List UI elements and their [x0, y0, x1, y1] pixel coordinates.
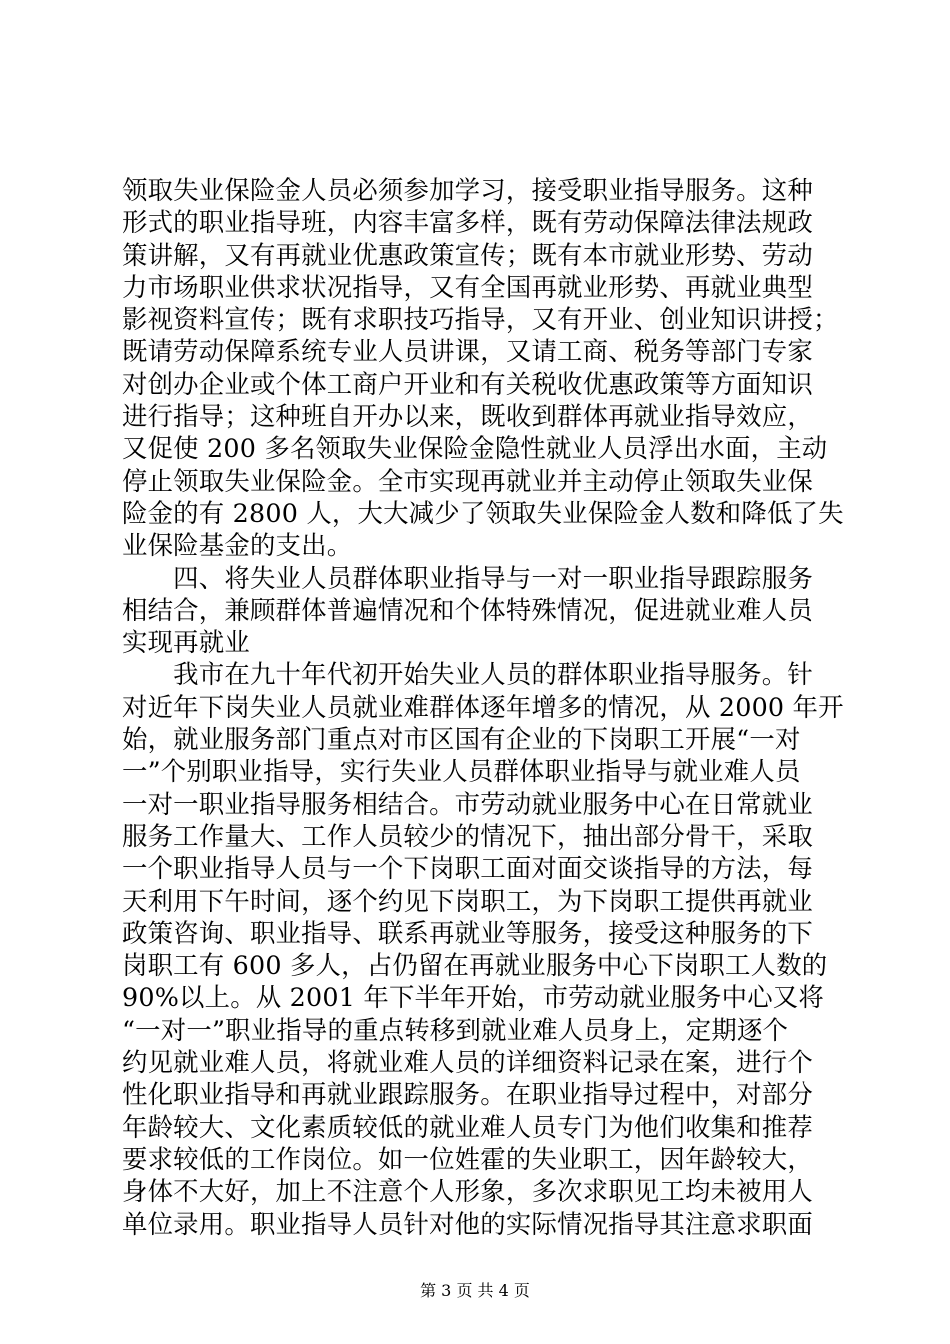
- text-line: 对创办企业或个体工商户开业和有关税收优惠政策等方面知识: [122, 368, 813, 399]
- text-line: 一个职业指导人员与一个下岗职工面对面交谈指导的方法，每: [122, 853, 813, 884]
- text-line: 进行指导；这种班自开办以来，既收到群体再就业指导效应，: [122, 401, 813, 432]
- text-line: 性化职业指导和再就业跟踪服务。在职业指导过程中，对部分: [122, 1079, 813, 1110]
- text-line: 岗职工有 600 多人，占仍留在再就业服务中心下岗职工人数的: [122, 950, 828, 981]
- text-line: 对近年下岗失业人员就业难群体逐年增多的情况，从 2000 年开: [122, 691, 844, 722]
- text-line: 服务工作量大、工作人员较少的情况下，抽出部分骨干，采取: [122, 820, 813, 851]
- text-line: 90%以上。从 2001 年下半年开始，市劳动就业服务中心又将: [122, 982, 824, 1013]
- text-line: 一”个别职业指导，实行失业人员群体职业指导与就业难人员: [122, 756, 801, 787]
- body-text: [122, 174, 844, 1240]
- text-line: 形式的职业指导班，内容丰富多样，既有劳动保障法律法规政: [122, 207, 813, 238]
- text-line: 天利用下午时间，逐个约见下岗职工，为下岗职工提供再就业: [122, 885, 813, 916]
- text-line: 一对一职业指导服务相结合。市劳动就业服务中心在日常就业: [122, 788, 813, 819]
- text-line: 相结合，兼顾群体普遍情况和个体特殊情况，促进就业难人员: [122, 594, 813, 625]
- page-footer: 第 3 页 共 4 页: [420, 1281, 530, 1300]
- text-line: 既请劳动保障系统专业人员讲课，又请工商、税务等部门专家: [122, 336, 813, 367]
- text-line: 实现再就业: [122, 627, 250, 658]
- text-line: 领取失业保险金人员必须参加学习，接受职业指导服务。这种: [122, 175, 813, 205]
- text-line: 年龄较大、文化素质较低的就业难人员专门为他们收集和推荐: [122, 1111, 813, 1142]
- text-line: 政策咨询、职业指导、联系再就业等服务，接受这种服务的下: [122, 917, 813, 948]
- text-line: 四、将失业人员群体职业指导与一对一职业指导跟踪服务: [122, 562, 813, 593]
- text-line: 策讲解，又有再就业优惠政策宣传；既有本市就业形势、劳动: [122, 239, 813, 270]
- text-line: 要求较低的工作岗位。如一位姓霍的失业职工，因年龄较大，: [122, 1143, 813, 1174]
- text-line: 业保险基金的支出。: [122, 530, 353, 561]
- text-line: 我市在九十年代初开始失业人员的群体职业指导服务。针: [122, 659, 813, 690]
- text-line: 又促使 200 多名领取失业保险金隐性就业人员浮出水面，主动: [122, 433, 828, 464]
- text-line: 身体不大好，加上不注意个人形象，多次求职见工均未被用人: [122, 1176, 813, 1207]
- text-line: 始，就业服务部门重点对市区国有企业的下岗职工开展“一对: [122, 724, 801, 755]
- text-line: 险金的有 2800 人，大大减少了领取失业保险金人数和降低了失: [122, 497, 844, 528]
- text-line: 影视资料宣传；既有求职技巧指导，又有开业、创业知识讲授；: [122, 304, 839, 335]
- text-line: 停止领取失业保险金。全市实现再就业并主动停止领取失业保: [122, 465, 813, 496]
- text-line: 约见就业难人员，将就业难人员的详细资料记录在案，进行个: [122, 1047, 813, 1078]
- text-line: “一对一”职业指导的重点转移到就业难人员身上，定期逐个: [122, 1014, 789, 1045]
- text-line: 力市场职业供求状况指导，又有全国再就业形势、再就业典型: [122, 271, 813, 302]
- text-line: 单位录用。职业指导人员针对他的实际情况指导其注意求职面: [122, 1208, 813, 1239]
